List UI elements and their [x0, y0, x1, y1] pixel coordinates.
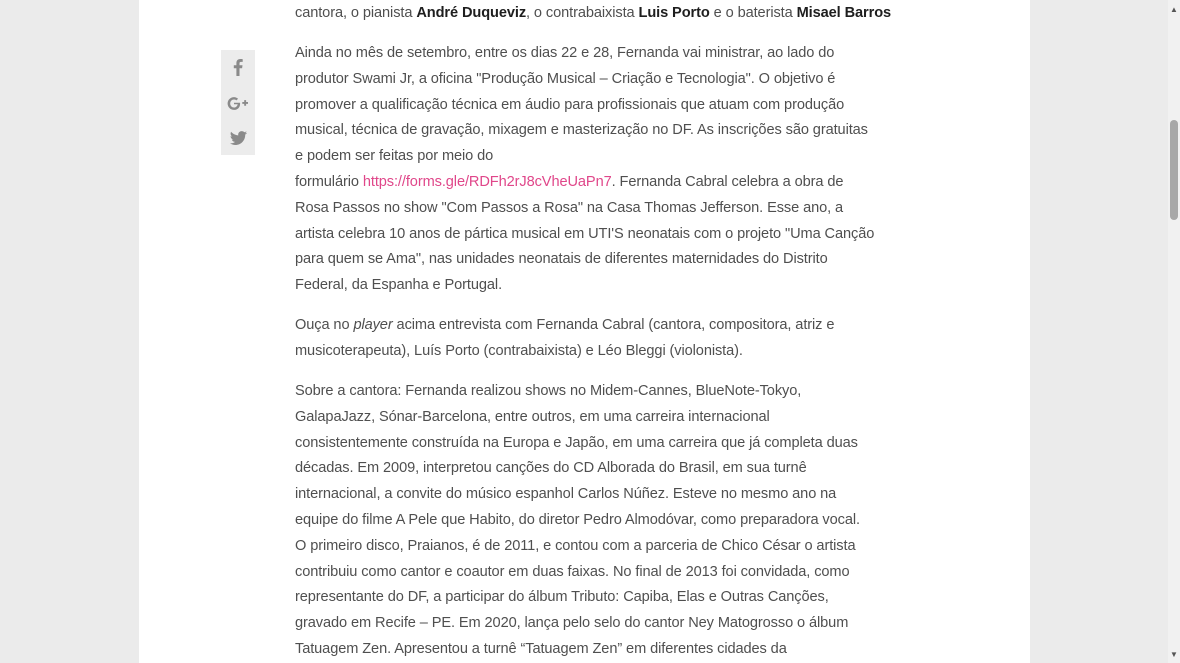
musician-name: Luis Porto [638, 5, 710, 21]
share-twitter-button[interactable] [221, 120, 255, 155]
musician-name: André Duqueviz [416, 5, 527, 21]
text-segment: formulário [295, 173, 363, 190]
text-segment: e o baterista [709, 5, 797, 21]
text-segment: Ouça no [295, 317, 354, 333]
player-emphasis: player [353, 317, 393, 333]
google-plus-icon [227, 96, 249, 110]
vertical-scrollbar[interactable] [1168, 0, 1180, 663]
twitter-icon [230, 131, 247, 145]
article-paragraph-workshop [295, 41, 875, 299]
article-paragraph-intro-tail [295, 1, 895, 27]
text-segment: . Fernanda Cabral celebra a obra de Rosa Passos no show "Com Passos a Rosa" na Casa Thomas Jefferson. Esse ano, a artista celebra 10 anos de pártica musical em UTI'S neonatais com o projeto "Uma Canção para quem se Ama", nas unidades neonatais de diferentes maternidades do Distrito Federal, da Espanha e Portugal. [295, 173, 875, 294]
share-googleplus-button[interactable] [221, 85, 255, 120]
share-bar [221, 50, 255, 155]
text-segment: , o contrabaixista [526, 5, 639, 21]
form-link[interactable]: https://forms.gle/RDFh2rJ8cVheUaPn7 [362, 173, 612, 190]
scroll-down-arrow-icon[interactable]: ▼ [1170, 649, 1178, 659]
share-facebook-button[interactable] [221, 50, 255, 85]
article-paragraph-biography: Sobre a cantora: Fernanda realizou shows no Midem-Cannes, BlueNote-Tokyo, GalapaJazz, Sónar-Barcelona, entre outros, em uma carreira internacional consistentemente construída na Europa e Japão, em uma carreira que já completa duas décadas. Em 2009, interpretou canções do CD Alborada do Brasil, em sua turnê internacional, a convite do músico espanhol Carlos Núñez. Esteve no mesmo ano na equipe do filme A Pele que Habito, do diretor Pedro Almodóvar, como preparadora vocal. O primeiro disco, Praianos, é de 2011, e contou com a parceria de Chico César o artista contribuiu como cantor e coautor em duas faixas. No final de 2013 foi convidada, como representante do DF, a participar do álbum Tributo: Capiba, Elas e Outras Canções, gravado em Recife – PE. Em 2020, lança pelo selo do cantor Ney Matogrosso o álbum Tatuagem Zen. Apresentou a turnê “Tatuagem Zen” em diferentes cidades da [295, 383, 860, 657]
text-segment: acima entrevista com Fernanda Cabral (cantora, compositora, atriz e musicoterapeuta), Luís Porto (contrabaixista) e Léo Bleggi (violonista). [295, 317, 835, 359]
facebook-icon [233, 59, 243, 76]
scroll-up-arrow-icon[interactable]: ▲ [1170, 4, 1178, 14]
text-segment: Ainda no mês de setembro, entre os dias 22 e 28, Fernanda vai ministrar, ao lado do produtor Swami Jr, a oficina "Produção Musical – Criação e Tecnologia". O objetivo é promover a qualificação técnica em áudio para profissionais que atuam com produção musical, técnica de gravação, mixagem e masterização no DF. As inscrições são gratuitas e podem ser feitas por meio do [295, 45, 868, 165]
scroll-thumb[interactable] [1170, 120, 1178, 220]
article-paragraph-player [295, 313, 875, 365]
musician-name: Misael Barros [796, 5, 892, 21]
text-segment: cantora, o pianista [295, 5, 417, 21]
